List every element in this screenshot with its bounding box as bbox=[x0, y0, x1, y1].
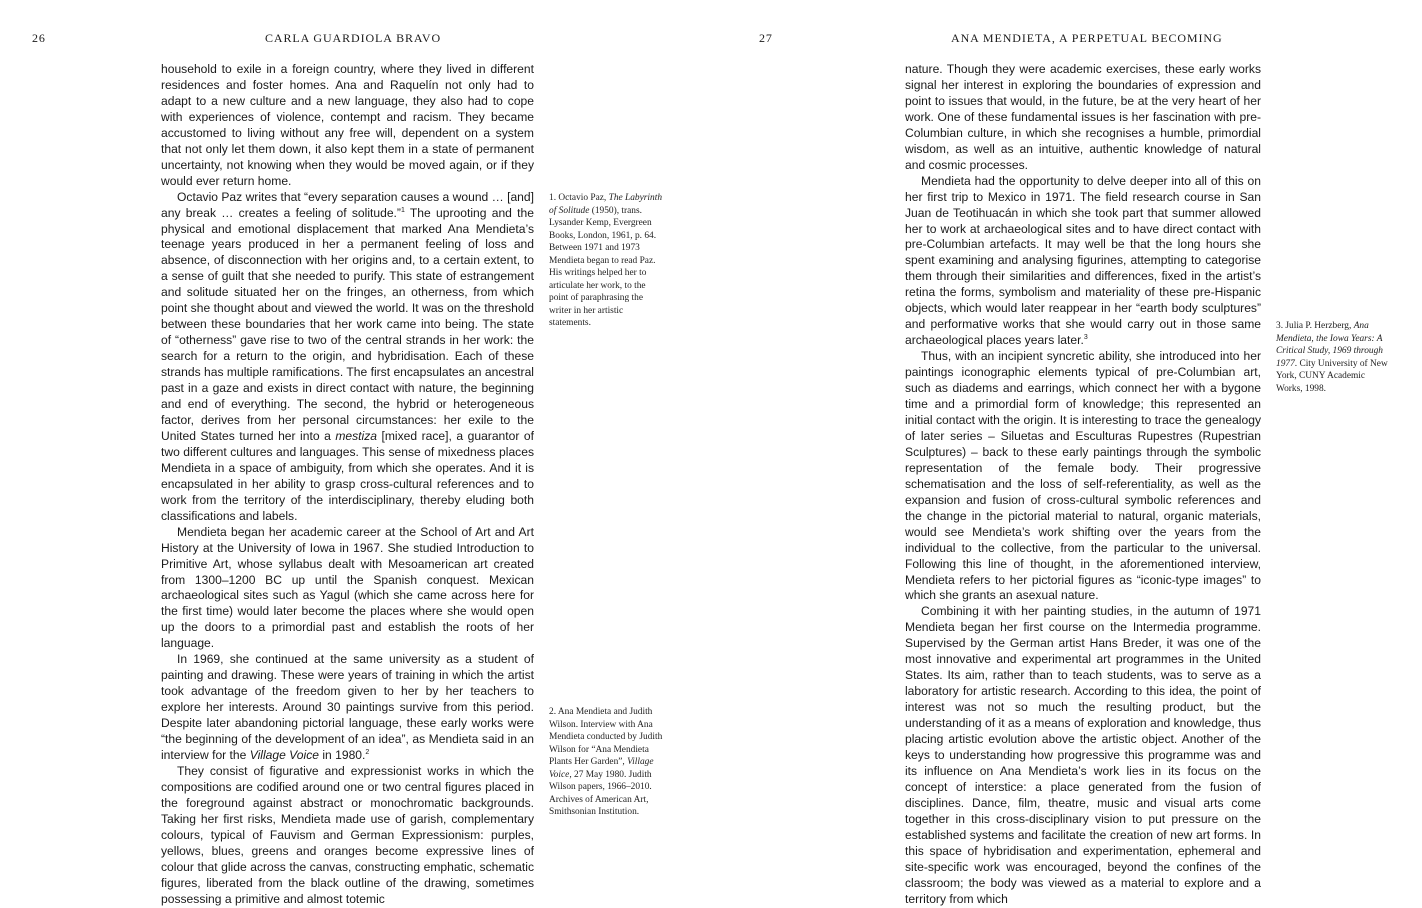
paragraph: nature. Though they were academic exercises, these early works signal her interest in exploring the boundaries of expression and point to issues that would, in the future, be at the very heart of her work. One of these fundamental issues is her fascination with pre-Columbian culture, in which she recognises a humble, primordial wisdom, as well as an intuitive, authentic knowledge of natural and cosmic processes. bbox=[905, 62, 1261, 172]
footnote-ref: 3 bbox=[1083, 334, 1088, 342]
footnote-3: 3. Julia P. Herzberg, Ana Mendieta, the Iowa Years: A Critical Study, 1969 through 1977. City University of New York, CUNY Academic Works, 1998. bbox=[1276, 321, 1388, 394]
page-number: 26 bbox=[32, 31, 46, 45]
running-head: CARLA GUARDIOLA BRAVO bbox=[265, 31, 442, 45]
paragraph: Thus, with an incipient syncretic ability, she introduced into her paintings iconographic elements typical of pre-Columbian art, such as diadems and earrings, which connect her with a bygone time and a primordial form of knowledge; this represented an initial contact with the origin. It is interesting to trace the genealogy of later series – Siluetas and Esculturas Rupestres (Rupestrian Sculptures) – back to these early paintings through the symbolic representation of the female body. Their progressive schematisation and the loss of self-referentiality, as well as the expansion and fusion of cross-cultural symbolic references and the change in the pictorial material to natural, organic materials, would see Mendieta’s work shifting over the years from the individual to the collective, from the particular to the universal. Following this line of thought, in the aforementioned interview, Mendieta refers to her pictorial figures as “iconic-type images” to which she grants an asexual nature. bbox=[905, 349, 1261, 603]
body-text bbox=[905, 62, 1261, 908]
paragraph: Octavio Paz writes that “every separation causes a wound … [and] any break … creates a feeling of solitude.”$^1$ The uprooting and the physical and emotional displacement that marked Ana Mendieta’s teenage years produced in her a permanent feeling of loss and absence, of disconnection with her origins and, to a certain extent, to a sense of guilt that she needed to purify. This state of estrangement and solitude situated her on the fringes, an otherness, from which point she thought about and viewed the world. It was on the threshold between these boundaries that her work came into being. The state of “otherness” gave rise to two of the central strands in her work: the search for a return to the origin, and hybridisation. Each of these strands has multiple ramifications. The first encapsulates an ancestral past in a gaze and exists in direct contact with nature, the beginning and end of everything. The second, the hybrid or heterogeneous factor, derives from her personal circumstances: her exile to the United States turned her into a mestiza [mixed race], a guarantor of two different cultures and languages. This sense of mixedness places Mendieta in a space of ambiguity, from which she operates. And it is encapsulated in her ability to grasp cross-cultural references and to work from the territory of the interdisciplinary, thereby eluding both classifications and labels. bbox=[161, 189, 534, 523]
paragraph: They consist of figurative and expressionist works in which the compositions are codified around one or two central figures placed in the foreground against abstract or monochromatic backgrounds. Taking her first risks, Mendieta made use of garish, complementary colours, typical of Fauvism and German Expressionism: purples, yellows, blues, greens and oranges become expressive lines of colour that glide across the canvas, constructing emphatic, schematic figures, liberated from the black outline of the drawing, sometimes possessing a primitive and almost totemic bbox=[161, 763, 534, 906]
footnote-ref: 1 bbox=[400, 206, 405, 214]
left-page bbox=[0, 0, 711, 904]
footnote-2: 2. Ana Mendieta and Judith Wilson. Interview with Ana Mendieta conducted by Judith Wilson for “Ana Mendieta Plants Her Garden”, Village Voice, 27 May 1980. Judith Wilson papers, 1966–2010. Archives of American Art, Smithsonian Institution. bbox=[549, 707, 663, 818]
footnote-ref: 2 bbox=[365, 748, 370, 756]
paragraph: In 1969, she continued at the same university as a student of painting and drawing. These were years of training in which the artist took advantage of the freedom given to her by her teachers to explore her interests. Around 30 paintings survive from this period. Despite later abandoning pictorial language, these early works were “the beginning of the development of an idea”, as Mendieta said in an interview for the Village Voice in 1980.$^2$ bbox=[161, 652, 534, 762]
right-page bbox=[711, 0, 1422, 904]
footnote-1: 1. Octavio Paz, The Labyrinth of Solitude (1950), trans. Lysander Kemp, Evergreen Books, London, 1961, p. 64. Between 1971 and 1973 Mendieta began to read Paz. His writings helped her to articulate her work, to the point of paraphrasing the writer in her artistic statements. bbox=[549, 193, 663, 329]
running-head: ANA MENDIETA, A PERPETUAL BECOMING bbox=[951, 31, 1223, 45]
paragraph: household to exile in a foreign country, where they lived in different residences and foster homes. Ana and Raquelín not only had to adapt to a new culture and a new language, they also had to cope with experiences of violence, contempt and racism. They became accustomed to living without any free will, dependent on a system that not only let them down, it also kept them in a state of permanent uncertainty, not knowing when they would be moved again, or if they would ever return home. bbox=[161, 62, 534, 188]
paragraph: Combining it with her painting studies, in the autumn of 1971 Mendieta began her first course on the Intermedia programme. Supervised by the German artist Hans Breder, it was one of the most innovative and experimental art programmes in the United States. Its aim, rather than to teach students, was to serve as a laboratory for artistic research. According to this idea, the point of interest was not so much the resulting product, but the understanding of it as a means of exploration and knowledge, thus placing artistic evolution above the artistic object. Another of the keys to understanding how progressive this programme was and its influence on Ana Mendieta’s work lies in its focus on the concept of interstice: a place generated from the fusion of disciplines. Dance, film, theatre, music and visual arts come together in this cross-disciplinary vision to put pressure on the established systems and facilitate the creation of new art forms. In this space of hybridisation and experimentation, ephemeral and site-specific work was encouraged, beyond the confines of the classroom; the body was viewed as a material to explore and a territory from which bbox=[905, 604, 1261, 906]
body-text bbox=[161, 62, 534, 908]
page-number: 27 bbox=[759, 31, 773, 45]
paragraph: Mendieta had the opportunity to delve deeper into all of this on her first trip to Mexico in 1971. The field research course in San Juan de Teotihuacán in which she took part that summer allowed her to work at archaeological sites and to have direct contact with pre-Columbian artefacts. It may well be that the long hours she spent examining and analysing figurines, attempting to categorise them through their similarities and differences, fixed in the artist’s retina the forms, symbolism and materiality of these pre-Hispanic objects, which would later reappear in her “earth body sculptures” and performative works that she would carry out in those same archaeological places years later.$^3$ bbox=[905, 173, 1261, 348]
paragraph: Mendieta began her academic career at the School of Art and Art History at the University of Iowa in 1967. She studied Introduction to Primitive Art, whose syllabus dealt with Mesoamerican art created from 1300–1200 BC up until the Spanish conquest. Mexican archaeological sites such as Yagul (which she came across here for the first time) would later become the places where she would open up the doors to a primordial past and establish the roots of her language. bbox=[161, 524, 534, 651]
